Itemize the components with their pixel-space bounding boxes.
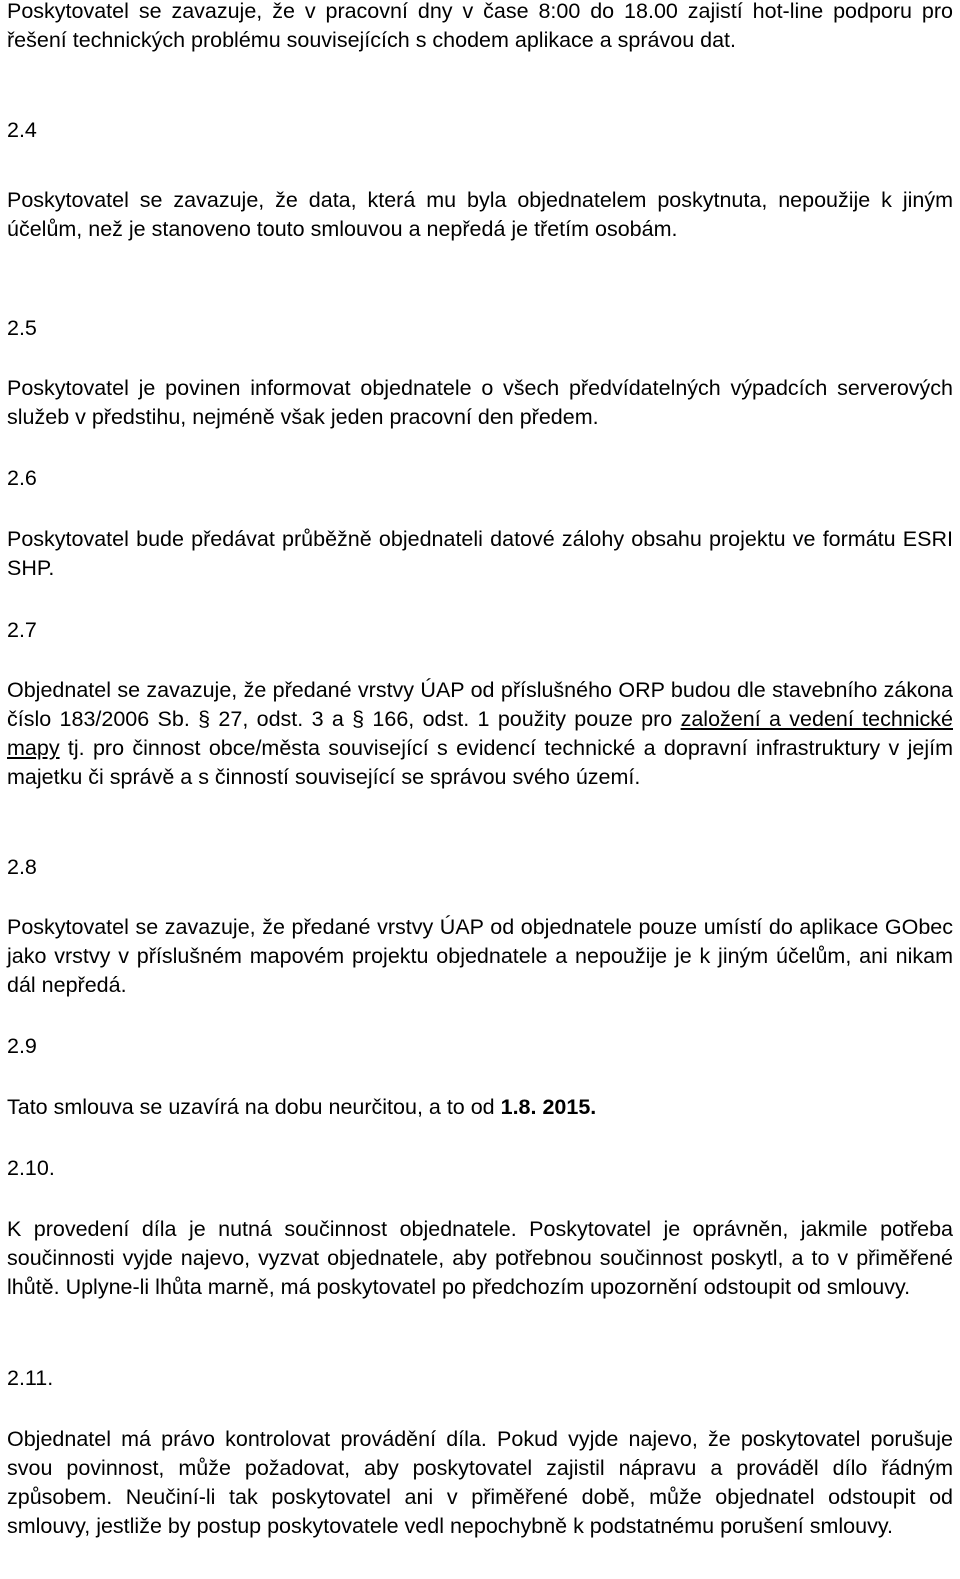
section-text-2-7-part1: Objednatel se zavazuje, že předané vrstvy ÚAP od příslušného ORP budou dle stavebního zákona číslo 183/2006 Sb. § 27, odst. 3 a § 166, odst. 1 použity pouze pro [7,678,953,731]
section-text-2-9 [7,1093,953,1122]
section-text-2-7 [7,676,953,792]
section-text-2-9-part1: Tato smlouva se uzavírá na dobu neurčitou, a to od [7,1095,501,1119]
section-text-2-5: Poskytovatel je povinen informovat objednatele o všech předvídatelných výpadcích serverových služeb v předstihu, nejméně však jeden pracovní den předem. [7,376,953,429]
section-text-2-4: Poskytovatel se zavazuje, že data, která mu byla objednatelem poskytnuta, nepoužije k jiným účelům, než je stanoveno touto smlouvou a nepředá je třetím osobám. [7,188,953,241]
section-number-2-5: 2.5 [7,316,37,340]
section-text-2-7-part2: tj. pro činnost obce/města související s evidencí technické a dopravní infrastruktury v jejím majetku či správě a s činností související se správou svého území. [7,736,953,789]
section-number-2-9: 2.9 [7,1034,37,1058]
section-number-2-10: 2.10. [7,1156,55,1180]
section-text-2-11: Objednatel má právo kontrolovat provádění díla. Pokud vyjde najevo, že poskytovatel porušuje svou povinnost, může požadovat, aby poskytovatel zajistil nápravu a prováděl dílo řádným způsobem. Neučiní-li tak poskytovatel ani v přiměřené době, může objednatel odstoupit od smlouvy, jestliže by postup poskytovatele vedl nepochybně k podstatnému porušení smlouvy. [7,1427,953,1538]
section-text-2-8: Poskytovatel se zavazuje, že předané vrstvy ÚAP od objednatele pouze umístí do aplikace GObec jako vrstvy v příslušném mapovém projektu objednatele a nepoužije je k jiným účelům, ani nikam dál nepředá. [7,915,953,997]
section-number-2-7: 2.7 [7,618,37,642]
section-text-2-10: K provedení díla je nutná součinnost objednatele. Poskytovatel je oprávněn, jakmile potřeba součinnosti vyjde najevo, vyzvat objednatele, aby potřebnou součinnost poskytl, a to v přiměřené lhůtě. Uplyne-li lhůta marně, má poskytovatel po předchozím upozornění odstoupit od smlouvy. [7,1217,953,1299]
section-text-2-7-underlined: založení a vedení technické mapy [7,707,953,760]
section-text-2-9-date: 1.8. 2015. [500,1095,597,1119]
section-number-2-11: 2.11. [7,1366,54,1390]
intro-paragraph: Poskytovatel se zavazuje, že v pracovní dny v čase 8:00 do 18.00 zajistí hot-line podporu pro řešení technických problému souvisejících s chodem aplikace a správou dat. [7,0,953,52]
section-text-2-6: Poskytovatel bude předávat průběžně objednateli datové zálohy obsahu projektu ve formátu ESRI SHP. [7,527,953,580]
section-number-2-6: 2.6 [7,466,37,490]
section-number-2-8: 2.8 [7,855,37,879]
section-number-2-4: 2.4 [7,118,37,142]
